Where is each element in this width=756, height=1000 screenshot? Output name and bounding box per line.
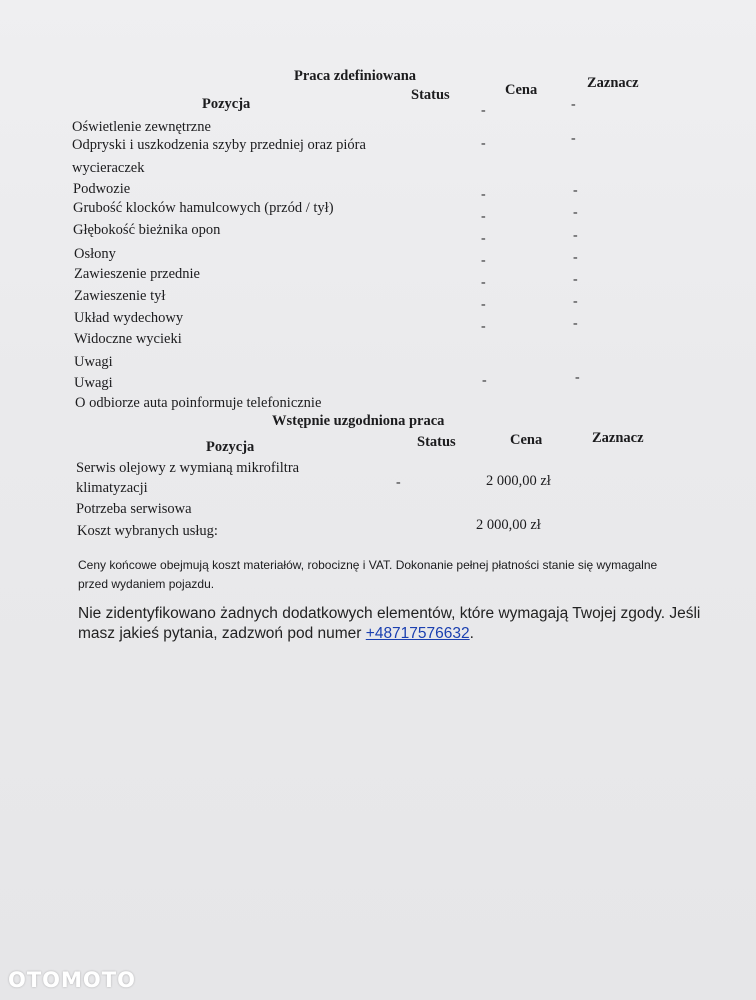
section1-col-item: Pozycja — [202, 96, 251, 112]
notice-line2 — [78, 625, 474, 643]
section2-col-select: Zaznacz — [592, 430, 644, 446]
row-status: - — [481, 103, 486, 118]
row-select[interactable]: - — [571, 131, 576, 146]
row-status: - — [481, 209, 486, 224]
phone-link[interactable]: +48717576632 — [365, 625, 470, 642]
row-select[interactable]: - — [571, 97, 576, 112]
total-label: Koszt wybranych usług: — [77, 523, 218, 539]
section1-col-select: Zaznacz — [587, 75, 639, 91]
disclaimer-line2: przed wydaniem pojazdu. — [78, 577, 215, 591]
row-status: - — [481, 319, 486, 334]
row-status: - — [481, 275, 486, 290]
row-label: O odbiorze auta poinformuje telefonicznie — [75, 395, 322, 411]
total-price: 2 000,00 zł — [476, 517, 541, 533]
row-label: Widoczne wycieki — [74, 331, 182, 347]
service-label: Serwis olejowy z wymianą mikrofiltra — [76, 460, 300, 476]
notice-line2-suffix: . — [469, 625, 474, 642]
section1-col-price: Cena — [505, 82, 538, 98]
service-status: - — [396, 475, 401, 490]
row-select[interactable]: - — [573, 228, 578, 243]
row-label: Uwagi — [74, 354, 113, 370]
need-label: Potrzeba serwisowa — [76, 501, 192, 517]
row-status: - — [481, 136, 486, 151]
row-label: Układ wydechowy — [74, 310, 184, 326]
row-status: - — [481, 297, 486, 312]
row-status: - — [482, 373, 487, 388]
row-label: Zawieszenie przednie — [74, 266, 200, 282]
row-select[interactable]: - — [573, 205, 578, 220]
disclaimer-line1: Ceny końcowe obejmują koszt materiałów, robociznę i VAT. Dokonanie pełnej płatności stanie się wymagalne — [78, 558, 658, 572]
row-select[interactable]: - — [575, 370, 580, 385]
service-price: 2 000,00 zł — [486, 473, 551, 489]
row-select[interactable]: - — [573, 272, 578, 287]
otomoto-watermark: OTOMOTO — [8, 968, 136, 992]
row-select[interactable]: - — [573, 183, 578, 198]
row-select[interactable]: - — [573, 250, 578, 265]
service-label-cont: klimatyzacji — [76, 480, 148, 496]
row-select[interactable]: - — [573, 294, 578, 309]
row-select[interactable]: - — [573, 316, 578, 331]
row-label: Odpryski i uszkodzenia szyby przedniej oraz pióra — [72, 137, 366, 153]
section2-col-price: Cena — [510, 432, 543, 448]
notice-line1: Nie zidentyfikowano żadnych dodatkowych elementów, które wymagają Twojej zgody. Jeśli — [78, 605, 701, 622]
row-label: Osłony — [74, 246, 116, 262]
section1-col-status: Status — [411, 87, 450, 103]
section2-col-status: Status — [417, 434, 456, 450]
row-label: Zawieszenie tył — [74, 288, 166, 304]
row-label: Oświetlenie zewnętrzne — [72, 119, 211, 135]
row-label: Podwozie — [73, 181, 131, 197]
section2-title: Wstępnie uzgodniona praca — [272, 413, 445, 429]
row-status: - — [481, 231, 486, 246]
notice-line2-prefix: masz jakieś pytania, zadzwoń pod numer — [78, 625, 366, 642]
section2-col-item: Pozycja — [206, 439, 255, 455]
section1-title: Praca zdefiniowana — [294, 68, 417, 84]
row-label-cont: wycieraczek — [72, 160, 145, 176]
row-status: - — [481, 253, 486, 268]
row-label: Grubość klocków hamulcowych (przód / tył) — [73, 200, 334, 216]
row-status: - — [481, 187, 486, 202]
row-label: Uwagi — [74, 375, 113, 391]
row-label: Głębokość bieżnika opon — [73, 222, 221, 238]
